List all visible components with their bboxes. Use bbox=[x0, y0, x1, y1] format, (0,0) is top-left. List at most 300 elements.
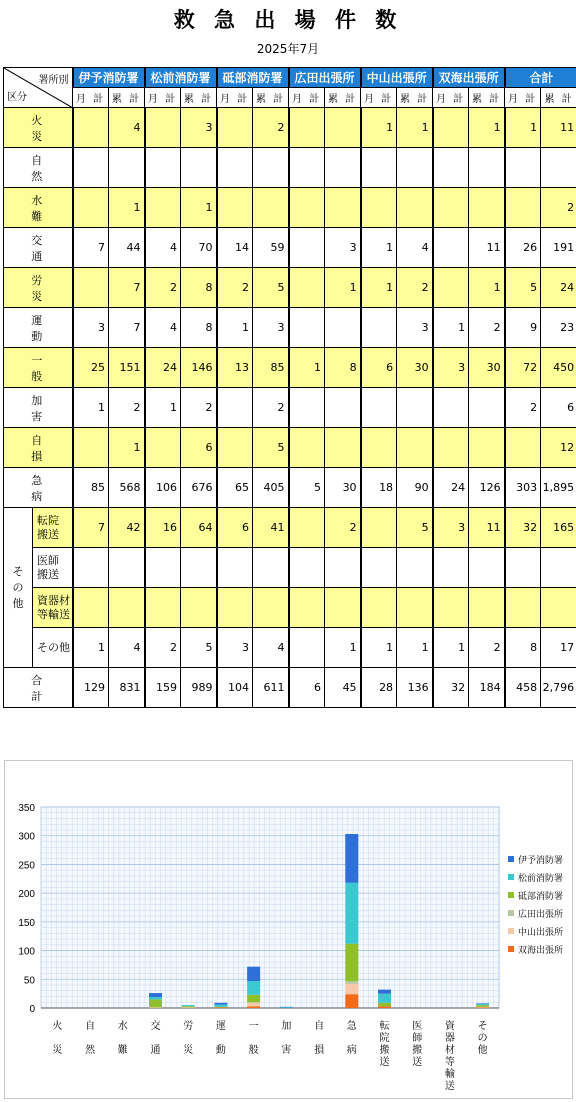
cumulative-header: 累 計 bbox=[253, 88, 289, 108]
table-cell: 85 bbox=[73, 468, 109, 508]
table-cell bbox=[361, 388, 397, 428]
table-cell: 6 bbox=[541, 388, 576, 428]
table-cell bbox=[433, 148, 469, 188]
table-cell bbox=[397, 188, 433, 228]
table-cell: 3 bbox=[433, 508, 469, 548]
x-tick-label: 師 bbox=[412, 1033, 423, 1044]
table-row bbox=[4, 548, 576, 588]
table-cell bbox=[541, 148, 576, 188]
table-cell bbox=[73, 268, 109, 308]
table-cell bbox=[505, 148, 541, 188]
table-cell: 2 bbox=[217, 268, 253, 308]
cumulative-header: 累 計 bbox=[181, 88, 217, 108]
table-cell: 1 bbox=[505, 108, 541, 148]
bar-segment bbox=[182, 1005, 195, 1006]
table-cell: 41 bbox=[253, 508, 289, 548]
x-tick-label: 転 bbox=[379, 1021, 390, 1032]
bar-segment bbox=[214, 1007, 227, 1008]
legend-swatch bbox=[508, 856, 514, 862]
table-cell bbox=[289, 308, 325, 348]
row-label: 労 災 bbox=[4, 268, 73, 308]
bar-segment bbox=[345, 984, 358, 994]
row-label: 一 般 bbox=[4, 348, 73, 388]
table-cell bbox=[541, 588, 576, 628]
table-cell: 1 bbox=[469, 108, 505, 148]
bar-segment bbox=[247, 1006, 260, 1008]
table-cell: 3 bbox=[217, 628, 253, 668]
table-row bbox=[4, 308, 576, 348]
table-cell: 45 bbox=[325, 668, 361, 708]
table-cell: 2 bbox=[109, 388, 145, 428]
station-header: 伊予消防署 bbox=[73, 68, 145, 88]
table-cell bbox=[433, 188, 469, 228]
table-cell: 8 bbox=[181, 308, 217, 348]
bar-segment bbox=[149, 1007, 162, 1008]
row-label: その他 bbox=[33, 628, 73, 668]
row-label: 運 動 bbox=[4, 308, 73, 348]
station-header: 中山出張所 bbox=[361, 68, 433, 88]
x-tick-label: 搬 bbox=[412, 1045, 423, 1056]
table-cell: 3 bbox=[397, 308, 433, 348]
table-cell: 44 bbox=[109, 228, 145, 268]
bar-segment bbox=[149, 997, 162, 999]
table-cell bbox=[361, 188, 397, 228]
table-row bbox=[4, 268, 576, 308]
table-cell bbox=[289, 228, 325, 268]
table-cell: 18 bbox=[361, 468, 397, 508]
table-cell bbox=[73, 108, 109, 148]
table-cell bbox=[505, 588, 541, 628]
table-cell bbox=[253, 588, 289, 628]
table-cell bbox=[325, 588, 361, 628]
month-header: 月 計 bbox=[505, 88, 541, 108]
station-header: 合計 bbox=[505, 68, 576, 88]
legend-label: 松前消防署 bbox=[518, 874, 564, 884]
table-cell: 568 bbox=[109, 468, 145, 508]
table-cell bbox=[253, 188, 289, 228]
table-cell: 1 bbox=[325, 628, 361, 668]
table-cell: 6 bbox=[361, 348, 397, 388]
table-cell: 2 bbox=[145, 268, 181, 308]
table-cell: 11 bbox=[469, 508, 505, 548]
x-tick-label: 動 bbox=[215, 1045, 226, 1056]
row-label: 火 災 bbox=[4, 108, 73, 148]
row-label: 自 然 bbox=[4, 148, 73, 188]
table-row bbox=[4, 348, 576, 388]
table-cell: 24 bbox=[145, 348, 181, 388]
bar-segment bbox=[378, 990, 391, 994]
bar-segment bbox=[378, 994, 391, 1003]
table-cell bbox=[397, 548, 433, 588]
bar-segment bbox=[247, 981, 260, 995]
bar-segment bbox=[280, 1007, 293, 1008]
table-cell: 85 bbox=[253, 348, 289, 388]
table-cell bbox=[433, 548, 469, 588]
x-tick-label: 損 bbox=[314, 1045, 325, 1056]
table-cell: 26 bbox=[505, 228, 541, 268]
table-cell bbox=[145, 148, 181, 188]
x-tick-label: 送 bbox=[379, 1057, 390, 1068]
legend-label: 中山出張所 bbox=[518, 928, 564, 938]
table-cell bbox=[433, 108, 469, 148]
x-tick-label: 火 bbox=[52, 1021, 63, 1032]
cumulative-header: 累 計 bbox=[541, 88, 576, 108]
bar-segment bbox=[345, 834, 358, 883]
table-cell bbox=[325, 388, 361, 428]
bar-segment bbox=[247, 1002, 260, 1003]
table-cell: 1 bbox=[289, 348, 325, 388]
x-tick-label: 自 bbox=[85, 1021, 96, 1032]
bar-segment bbox=[280, 1007, 293, 1008]
table-row bbox=[4, 428, 576, 468]
bar-segment bbox=[476, 1003, 489, 1004]
table-cell: 1 bbox=[145, 388, 181, 428]
table-cell: 64 bbox=[181, 508, 217, 548]
table-cell bbox=[109, 548, 145, 588]
table-cell: 2 bbox=[397, 268, 433, 308]
table-cell: 191 bbox=[541, 228, 576, 268]
x-tick-label: 院 bbox=[379, 1033, 390, 1044]
table-cell: 4 bbox=[253, 628, 289, 668]
table-cell: 25 bbox=[73, 348, 109, 388]
x-tick-label: 輸 bbox=[444, 1069, 455, 1080]
other-group-label: そ の 他 bbox=[4, 508, 33, 668]
table-cell bbox=[361, 148, 397, 188]
table-cell bbox=[217, 428, 253, 468]
table-cell bbox=[325, 548, 361, 588]
table-cell bbox=[361, 588, 397, 628]
table-cell bbox=[289, 588, 325, 628]
x-tick-label: 然 bbox=[85, 1045, 96, 1056]
table-cell: 2 bbox=[253, 388, 289, 428]
table-cell: 3 bbox=[433, 348, 469, 388]
cumulative-header: 累 計 bbox=[109, 88, 145, 108]
table-cell: 9 bbox=[505, 308, 541, 348]
x-tick-label: 医 bbox=[412, 1021, 423, 1032]
table-cell: 2 bbox=[469, 628, 505, 668]
table-cell: 4 bbox=[145, 308, 181, 348]
table-cell: 1 bbox=[397, 108, 433, 148]
table-cell: 8 bbox=[325, 348, 361, 388]
table-cell: 30 bbox=[397, 348, 433, 388]
cumulative-header: 累 計 bbox=[469, 88, 505, 108]
table-cell bbox=[361, 428, 397, 468]
table-cell bbox=[361, 548, 397, 588]
bar-segment bbox=[214, 1005, 227, 1007]
table-cell bbox=[253, 548, 289, 588]
table-cell: 1 bbox=[181, 188, 217, 228]
table-cell: 1 bbox=[433, 308, 469, 348]
table-cell: 5 bbox=[181, 628, 217, 668]
dispatch-table bbox=[3, 67, 576, 708]
x-tick-label: 自 bbox=[314, 1021, 325, 1032]
month-header: 月 計 bbox=[433, 88, 469, 108]
row-label: 転院 搬送 bbox=[33, 508, 73, 548]
table-cell: 1 bbox=[325, 268, 361, 308]
bar-segment bbox=[247, 967, 260, 981]
table-cell: 5 bbox=[253, 268, 289, 308]
row-label: 交 通 bbox=[4, 228, 73, 268]
table-cell: 405 bbox=[253, 468, 289, 508]
cumulative-header: 累 計 bbox=[397, 88, 433, 108]
table-cell bbox=[145, 428, 181, 468]
y-tick-label: 200 bbox=[18, 889, 35, 901]
table-cell: 104 bbox=[217, 668, 253, 708]
x-tick-label: 難 bbox=[117, 1045, 128, 1056]
table-cell bbox=[289, 628, 325, 668]
table-cell: 7 bbox=[73, 228, 109, 268]
x-tick-label: 一 bbox=[248, 1021, 259, 1032]
table-cell: 1,895 bbox=[541, 468, 576, 508]
x-tick-label: 資 bbox=[444, 1021, 455, 1032]
table-cell: 1 bbox=[361, 628, 397, 668]
table-cell: 989 bbox=[181, 668, 217, 708]
x-tick-label: 通 bbox=[150, 1045, 161, 1056]
y-tick-label: 150 bbox=[18, 917, 35, 929]
table-cell bbox=[289, 428, 325, 468]
table-cell bbox=[325, 148, 361, 188]
table-cell bbox=[505, 428, 541, 468]
table-cell: 8 bbox=[181, 268, 217, 308]
x-tick-label: 運 bbox=[215, 1021, 226, 1032]
table-cell: 1 bbox=[109, 428, 145, 468]
bar-segment bbox=[149, 993, 162, 997]
table-cell: 4 bbox=[397, 228, 433, 268]
chart-area bbox=[4, 760, 573, 1099]
table-cell: 1 bbox=[361, 228, 397, 268]
table-row bbox=[4, 388, 576, 428]
table-cell bbox=[289, 548, 325, 588]
table-cell bbox=[73, 548, 109, 588]
x-tick-label: 交 bbox=[150, 1021, 161, 1032]
table-cell bbox=[181, 588, 217, 628]
table-cell: 3 bbox=[73, 308, 109, 348]
table-cell bbox=[469, 388, 505, 428]
table-cell bbox=[433, 228, 469, 268]
table-cell bbox=[325, 308, 361, 348]
y-tick-label: 100 bbox=[18, 946, 35, 958]
table-cell: 2 bbox=[541, 188, 576, 228]
page-title: 救 急 出 場 件 数 bbox=[173, 8, 403, 32]
row-label: 自 損 bbox=[4, 428, 73, 468]
table-row bbox=[4, 588, 576, 628]
table-cell: 28 bbox=[361, 668, 397, 708]
legend-swatch bbox=[508, 892, 514, 898]
table-cell: 159 bbox=[145, 668, 181, 708]
x-tick-label: 急 bbox=[346, 1021, 357, 1032]
table-row bbox=[4, 228, 576, 268]
bar-segment bbox=[214, 1007, 227, 1008]
table-cell: 7 bbox=[109, 308, 145, 348]
bar-segment bbox=[182, 1006, 195, 1007]
row-label: 加 害 bbox=[4, 388, 73, 428]
bar-segment bbox=[345, 883, 358, 944]
table-cell: 2 bbox=[325, 508, 361, 548]
table-cell bbox=[325, 188, 361, 228]
table-cell: 1 bbox=[361, 268, 397, 308]
bar-segment bbox=[214, 1003, 227, 1005]
table-cell: 90 bbox=[397, 468, 433, 508]
table-cell bbox=[397, 428, 433, 468]
x-tick-label: 材 bbox=[444, 1045, 455, 1056]
table-cell bbox=[145, 548, 181, 588]
x-tick-label: 労 bbox=[183, 1021, 194, 1032]
table-cell bbox=[397, 388, 433, 428]
table-cell: 1 bbox=[433, 628, 469, 668]
table-cell: 2 bbox=[181, 388, 217, 428]
table-cell: 831 bbox=[109, 668, 145, 708]
table-cell bbox=[73, 428, 109, 468]
table-cell bbox=[361, 308, 397, 348]
legend-swatch bbox=[508, 946, 514, 952]
table-cell: 1 bbox=[73, 628, 109, 668]
bar-segment bbox=[182, 1007, 195, 1008]
table-cell bbox=[469, 188, 505, 228]
table-cell: 32 bbox=[505, 508, 541, 548]
bar-segment bbox=[149, 999, 162, 1007]
table-cell: 4 bbox=[109, 628, 145, 668]
table-cell bbox=[145, 588, 181, 628]
table-row bbox=[4, 188, 576, 228]
x-tick-label: 他 bbox=[477, 1045, 488, 1056]
table-cell: 1 bbox=[109, 188, 145, 228]
x-tick-label: 送 bbox=[412, 1057, 423, 1068]
x-tick-label: 般 bbox=[248, 1045, 259, 1056]
table-cell bbox=[109, 148, 145, 188]
legend-label: 広田出張所 bbox=[518, 910, 564, 920]
table-cell: 458 bbox=[505, 668, 541, 708]
table-cell bbox=[397, 148, 433, 188]
table-cell bbox=[289, 388, 325, 428]
table-cell bbox=[145, 108, 181, 148]
legend-label: 伊予消防署 bbox=[518, 856, 564, 866]
table-cell: 165 bbox=[541, 508, 576, 548]
table-cell: 136 bbox=[397, 668, 433, 708]
table-cell: 3 bbox=[325, 228, 361, 268]
stacked-bar-chart bbox=[5, 761, 572, 1098]
station-header: 砥部消防署 bbox=[217, 68, 289, 88]
table-cell bbox=[397, 588, 433, 628]
x-tick-label: そ bbox=[477, 1021, 488, 1032]
table-cell bbox=[433, 588, 469, 628]
table-cell bbox=[505, 548, 541, 588]
table-cell: 3 bbox=[253, 308, 289, 348]
table-cell: 24 bbox=[541, 268, 576, 308]
table-cell: 17 bbox=[541, 628, 576, 668]
table-cell: 2 bbox=[253, 108, 289, 148]
table-cell bbox=[73, 148, 109, 188]
table-cell bbox=[289, 108, 325, 148]
total-label: 合 計 bbox=[4, 668, 73, 708]
table-cell: 126 bbox=[469, 468, 505, 508]
bar-segment bbox=[476, 1007, 489, 1008]
table-cell: 13 bbox=[217, 348, 253, 388]
table-cell: 106 bbox=[145, 468, 181, 508]
table-cell: 1 bbox=[397, 628, 433, 668]
station-header: 松前消防署 bbox=[145, 68, 217, 88]
legend-label: 砥部消防署 bbox=[518, 892, 564, 902]
table-cell bbox=[325, 108, 361, 148]
table-cell: 11 bbox=[469, 228, 505, 268]
month-header: 月 計 bbox=[145, 88, 181, 108]
month-header: 月 計 bbox=[361, 88, 397, 108]
table-cell bbox=[217, 188, 253, 228]
month-header: 月 計 bbox=[289, 88, 325, 108]
table-cell bbox=[217, 388, 253, 428]
x-tick-label: 送 bbox=[444, 1081, 455, 1092]
table-cell: 24 bbox=[433, 468, 469, 508]
bar-segment bbox=[378, 1003, 391, 1006]
corner-category-label: 区分 bbox=[7, 92, 27, 103]
row-label: 医師 搬送 bbox=[33, 548, 73, 588]
x-tick-label: 器 bbox=[444, 1033, 455, 1044]
bar-segment bbox=[378, 1006, 391, 1008]
table-cell bbox=[145, 188, 181, 228]
table-cell bbox=[289, 188, 325, 228]
table-cell: 611 bbox=[253, 668, 289, 708]
page-subtitle: 2025年7月 bbox=[256, 42, 320, 56]
y-tick-label: 350 bbox=[18, 803, 35, 814]
table-cell: 70 bbox=[181, 228, 217, 268]
table-cell: 6 bbox=[217, 508, 253, 548]
bar-segment bbox=[345, 944, 358, 981]
month-header: 月 計 bbox=[217, 88, 253, 108]
x-tick-label: 水 bbox=[117, 1021, 128, 1032]
table-cell: 4 bbox=[145, 228, 181, 268]
table-corner bbox=[4, 68, 73, 108]
table-cell: 65 bbox=[217, 468, 253, 508]
table-cell bbox=[217, 548, 253, 588]
y-tick-label: 0 bbox=[29, 1004, 35, 1015]
table-cell bbox=[181, 148, 217, 188]
table-row bbox=[4, 468, 576, 508]
table-cell: 1 bbox=[361, 108, 397, 148]
table-cell: 16 bbox=[145, 508, 181, 548]
table-cell: 303 bbox=[505, 468, 541, 508]
table-cell: 7 bbox=[109, 268, 145, 308]
x-tick-label: 搬 bbox=[379, 1045, 390, 1056]
table-cell: 5 bbox=[397, 508, 433, 548]
table-cell bbox=[289, 268, 325, 308]
table-cell: 4 bbox=[109, 108, 145, 148]
legend-swatch bbox=[508, 874, 514, 880]
table-cell bbox=[181, 548, 217, 588]
legend-swatch bbox=[508, 910, 514, 916]
table-cell: 1 bbox=[73, 388, 109, 428]
table-cell bbox=[433, 388, 469, 428]
row-label: 資器材 等輸送 bbox=[33, 588, 73, 628]
table-cell: 30 bbox=[325, 468, 361, 508]
table-cell bbox=[289, 508, 325, 548]
table-cell: 23 bbox=[541, 308, 576, 348]
x-tick-label: 加 bbox=[281, 1021, 292, 1032]
table-cell bbox=[469, 588, 505, 628]
y-tick-label: 50 bbox=[23, 975, 35, 987]
table-cell: 5 bbox=[289, 468, 325, 508]
bar-segment bbox=[476, 1007, 489, 1008]
table-row bbox=[4, 508, 576, 548]
x-tick-label: 災 bbox=[52, 1045, 63, 1056]
x-tick-label: 等 bbox=[444, 1057, 455, 1068]
cumulative-header: 累 計 bbox=[325, 88, 361, 108]
bar-segment bbox=[476, 1004, 489, 1005]
table-cell: 1 bbox=[217, 308, 253, 348]
table-cell: 72 bbox=[505, 348, 541, 388]
table-cell: 59 bbox=[253, 228, 289, 268]
table-cell: 2,796 bbox=[541, 668, 576, 708]
table-cell: 676 bbox=[181, 468, 217, 508]
y-tick-label: 300 bbox=[18, 831, 35, 843]
